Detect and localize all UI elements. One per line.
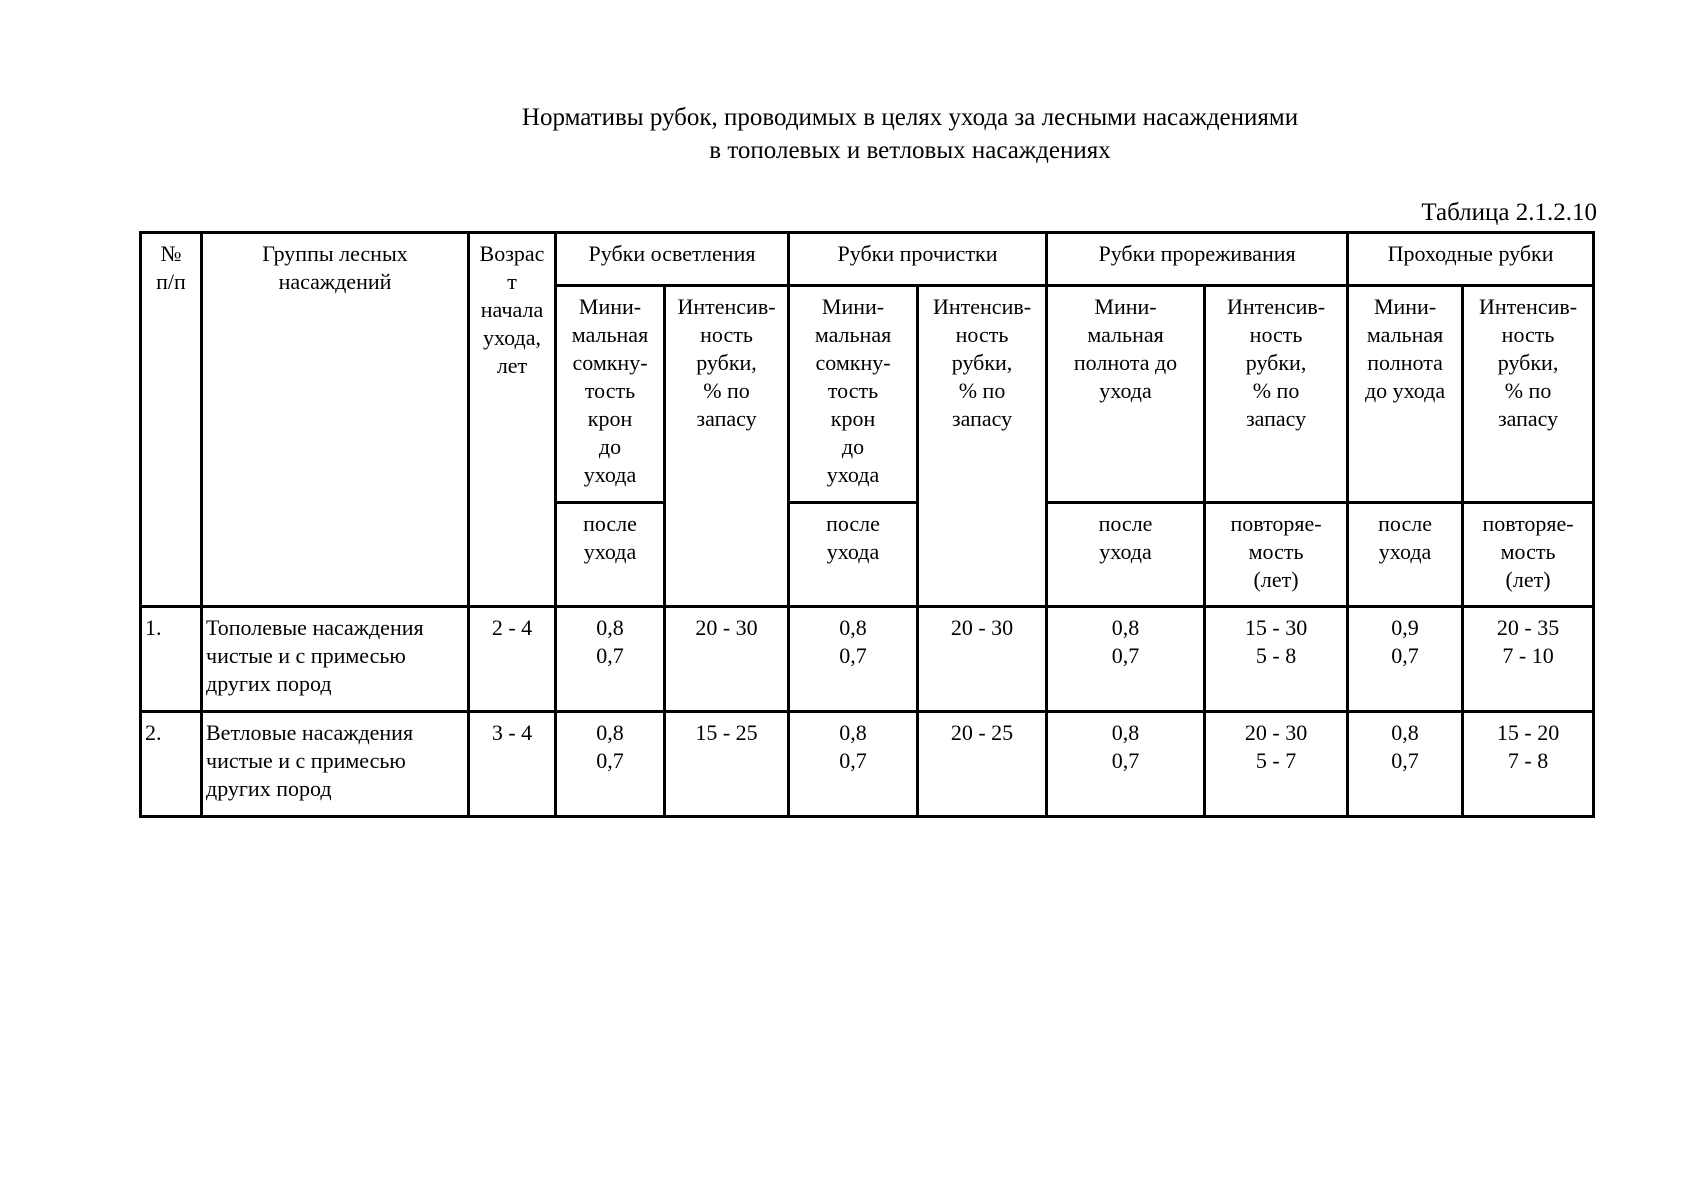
header-osvetleniya: Рубки осветления bbox=[556, 233, 789, 286]
header-prz-int: Интенсив- ность рубки, % по запасу bbox=[1205, 286, 1348, 503]
header-pro-after: после ухода bbox=[789, 503, 918, 607]
header-prh-repeat: повторяе- мость (лет) bbox=[1463, 503, 1594, 607]
row-prz-min: 0,8 0,7 bbox=[1047, 712, 1205, 817]
header-prz-min: Мини- мальная полнота до ухода bbox=[1047, 286, 1205, 503]
row-prh-int: 20 - 35 7 - 10 bbox=[1463, 607, 1594, 712]
row-group: Ветловые насаждения чистые и с примесью других пород bbox=[202, 712, 469, 817]
table-number: Таблица 2.1.2.10 bbox=[1421, 199, 1597, 226]
header-prh-after: после ухода bbox=[1348, 503, 1463, 607]
row-num: 2. bbox=[141, 712, 202, 817]
row-pro-min: 0,8 0,7 bbox=[789, 712, 918, 817]
header-groups: Группы лесных насаждений bbox=[202, 233, 469, 607]
row-prh-min: 0,8 0,7 bbox=[1348, 712, 1463, 817]
row-pro-int: 20 - 25 bbox=[918, 712, 1047, 817]
table-row bbox=[141, 712, 1594, 817]
row-group: Тополевые насаждения чистые и с примесью других пород bbox=[202, 607, 469, 712]
row-osv-int: 15 - 25 bbox=[665, 712, 789, 817]
row-prh-min: 0,9 0,7 bbox=[1348, 607, 1463, 712]
header-prh-min: Мини- мальная полнота до ухода bbox=[1348, 286, 1463, 503]
header-prh-int: Интенсив- ность рубки, % по запасу bbox=[1463, 286, 1594, 503]
table-row bbox=[141, 607, 1594, 712]
row-osv-min: 0,8 0,7 bbox=[556, 712, 665, 817]
header-age: Возрас т начала ухода, лет bbox=[469, 233, 556, 607]
header-prz-after: после ухода bbox=[1047, 503, 1205, 607]
header-row-1 bbox=[141, 233, 1594, 286]
header-osv-after: после ухода bbox=[556, 503, 665, 607]
row-prz-int: 20 - 30 5 - 7 bbox=[1205, 712, 1348, 817]
header-prorezhivaniya: Рубки прореживания bbox=[1047, 233, 1348, 286]
row-osv-int: 20 - 30 bbox=[665, 607, 789, 712]
row-osv-min: 0,8 0,7 bbox=[556, 607, 665, 712]
row-prh-int: 15 - 20 7 - 8 bbox=[1463, 712, 1594, 817]
header-osv-int: Интенсив- ность рубки, % по запасу bbox=[665, 286, 789, 607]
row-pro-min: 0,8 0,7 bbox=[789, 607, 918, 712]
document-title-line-1: Нормативы рубок, проводимых в целях ухода за лесными насаждениями bbox=[521, 104, 1299, 131]
row-prz-int: 15 - 30 5 - 8 bbox=[1205, 607, 1348, 712]
row-pro-int: 20 - 30 bbox=[918, 607, 1047, 712]
row-prz-min: 0,8 0,7 bbox=[1047, 607, 1205, 712]
row-age: 3 - 4 bbox=[469, 712, 556, 817]
header-num: № п/п bbox=[141, 233, 202, 607]
header-prz-repeat: повторяе- мость (лет) bbox=[1205, 503, 1348, 607]
header-prochistki: Рубки прочистки bbox=[789, 233, 1047, 286]
header-pro-min: Мини- мальная сомкну- тость крон до ухода bbox=[789, 286, 918, 503]
header-prohodnye: Проходные рубки bbox=[1348, 233, 1594, 286]
row-num: 1. bbox=[141, 607, 202, 712]
row-age: 2 - 4 bbox=[469, 607, 556, 712]
header-pro-int: Интенсив- ность рубки, % по запасу bbox=[918, 286, 1047, 607]
document-title-line-2: в тополевых и ветловых насаждениях bbox=[709, 137, 1111, 164]
header-osv-min: Мини- мальная сомкну- тость крон до ухода bbox=[556, 286, 665, 503]
norms-table bbox=[139, 231, 1595, 818]
